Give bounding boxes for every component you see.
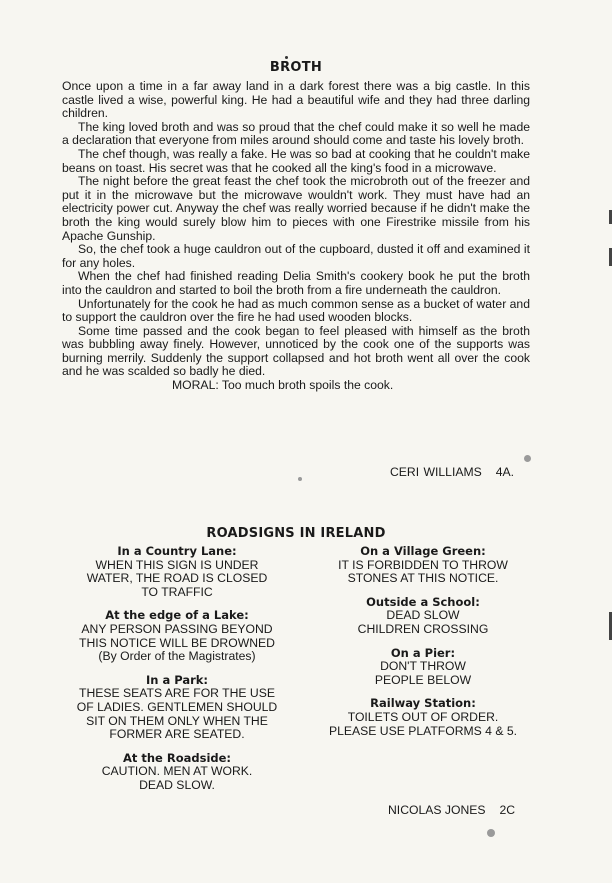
sign-text: CAUTION. MEN AT WORK. DEAD SLOW. — [101, 764, 253, 792]
story-moral: MORAL: Too much broth spoils the cook. — [172, 378, 394, 393]
broth-story — [62, 60, 530, 393]
author-form: 2C — [499, 803, 516, 817]
roadsign-entry — [62, 609, 292, 663]
sign-location: In a Country Lane: — [117, 544, 237, 558]
story-paragraph: Some time passed and the cook began to feel pleased with himself as the broth was bubbling away finely. However, unnoticed by the cook one of the supports was burning merrily. Suddenly the support collapsed and hot broth went all over the cook and he was scalded so badly he died. — [62, 323, 530, 379]
broth-title: BROTH — [269, 60, 323, 75]
roadsigns-title: ROADSIGNS IN IRELAND — [206, 526, 386, 541]
author-form: 4A. — [495, 465, 515, 479]
scan-speck — [487, 829, 495, 837]
roadsign-entry — [62, 752, 292, 793]
sign-text: THESE SEATS ARE FOR THE USE OF LADIES. GENTLEMEN SHOULD SIT ON THEM ONLY WHEN THE FORMER ARE SEATED. — [76, 686, 278, 742]
sign-text: ANY PERSON PASSING BEYOND THIS NOTICE WILL BE DROWNED (By Order of the Magistrates) — [79, 621, 275, 664]
sign-text: IT IS FORBIDDEN TO THROW STONES AT THIS NOTICE. — [338, 557, 508, 586]
sign-location: In a Park: — [145, 672, 209, 687]
roadsigns-right-column — [310, 545, 536, 748]
sign-location: At the Roadside: — [122, 750, 232, 765]
roadsign-entry — [310, 545, 536, 586]
roadsign-entry — [310, 697, 536, 738]
sign-location: On a Pier: — [390, 645, 456, 660]
roadsigns-left-column — [62, 545, 292, 803]
sign-location: On a Village Green: — [360, 544, 486, 558]
scan-speck — [524, 455, 531, 462]
sign-text: TOILETS OUT OF ORDER. PLEASE USE PLATFORMS 4 & 5. — [328, 709, 518, 738]
story-paragraph: When the chef had finished reading Delia Smith's cookery book he put the broth into the cauldron and started to boil the broth from a fire underneath the cauldron. — [62, 269, 530, 297]
story-paragraph: The chef though, was really a fake. He was so bad at cooking that he couldn't make beans on toast. His secret was that he cooked all the king's food in a microwave. — [62, 146, 530, 175]
sign-text: WHEN THIS SIGN IS UNDER WATER, THE ROAD IS CLOSED TO TRAFFIC — [86, 557, 268, 599]
sign-location: At the edge of a Lake: — [105, 608, 249, 623]
sign-text: DON'T THROW PEOPLE BELOW — [374, 659, 472, 687]
story-paragraph: The night before the great feast the chef took the microbroth out of the freezer and put it in the microwave but the microwave wouldn't work. They must have had an electricity power cut. Anyway the chef was really worried because if he didn't make the broth the king would surely blow him to pieces with one Firestrike missile from his Apache Gunship. — [62, 174, 530, 243]
scan-speck — [285, 56, 288, 59]
roadsign-entry — [310, 596, 536, 637]
roadsigns-byline — [388, 803, 515, 817]
sign-text: DEAD SLOW CHILDREN CROSSING — [357, 608, 489, 636]
roadsign-entry — [62, 545, 292, 599]
story-paragraph: Once upon a time in a far away land in a dark forest there was a big castle. In this castle lived a wise, powerful king. He had a beautiful wife and they had three darling children. — [62, 79, 530, 121]
story-paragraph: So, the chef took a huge cauldron out of the cupboard, dusted it off and examined it for any holes. — [62, 242, 530, 270]
sign-location: Railway Station: — [370, 696, 476, 711]
roadsign-entry — [62, 674, 292, 742]
story-paragraph: Unfortunately for the cook he had as much common sense as a bucket of water and to support the cauldron over the fire he had used wooden blocks. — [62, 296, 530, 325]
roadsign-entry — [310, 647, 536, 688]
broth-byline — [390, 465, 514, 479]
scan-speck — [298, 477, 302, 481]
story-paragraph: The king loved broth and was so proud that the chef could make it so well he made a declaration that everyone from miles around should come and taste his lovely broth. — [62, 119, 530, 148]
author-name: CERI WILLIAMS — [390, 465, 482, 479]
sign-location: Outside a School: — [366, 594, 480, 609]
author-name: NICOLAS JONES — [388, 803, 486, 817]
roadsigns-section — [62, 526, 530, 541]
